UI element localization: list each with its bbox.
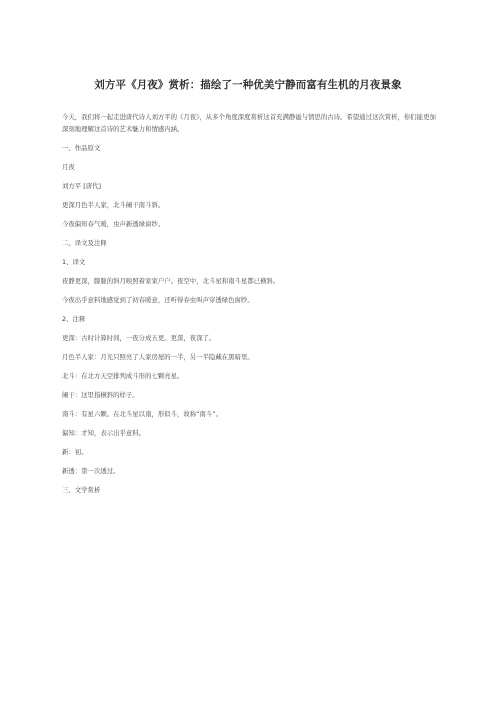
- note-pianzhi: 偏知：才知，表示出乎意料。: [62, 429, 146, 437]
- note-nandou: 南斗：有星六颗。在北斗星以南，形似斗，故称“南斗”。: [62, 410, 222, 418]
- note-langan: 阑干：这里指横斜的样子。: [62, 391, 139, 399]
- poem-author: 刘方平 [唐代]: [62, 182, 101, 190]
- document-title: 刘方平《月夜》赏析：描绘了一种优美宁静而富有生机的月夜景象: [94, 79, 402, 91]
- translation-line-1: 夜静更深，朦胧的斜月映照着家家户户。夜空中，北斗星和南斗星都已横斜。: [62, 277, 280, 285]
- note-gengshen: 更深：古时计算时间，一夜分成五更。更深，夜深了。: [62, 334, 216, 342]
- note-xin: 新：初。: [62, 448, 88, 456]
- section-heading-translation-notes: 二、译文及注释: [62, 239, 107, 247]
- poem-line-1: 更深月色半人家，北斗阑干南斗斜。: [62, 201, 165, 209]
- subheading-notes: 2、注释: [62, 315, 86, 323]
- note-beidou: 北斗：在北方天空排列成斗形的七颗亮星。: [62, 372, 184, 380]
- poem-line-2: 今夜偏知春气暖，虫声新透绿窗纱。: [62, 220, 165, 228]
- intro-paragraph: 今天，我们将一起走进唐代诗人刘方平的《月夜》，从多个角度深度赏析这首充满静谧与情思的古诗。希望通过这次赏析，你们能更加深刻地理解这首诗的艺术魅力和情感内涵。: [62, 113, 436, 133]
- section-heading-literary-analysis: 三、文学赏析: [62, 486, 101, 494]
- note-yuese: 月色半人家：月光只照亮了人家房屋的一半，另一半隐藏在黑暗里。: [62, 353, 254, 361]
- section-heading-original-text: 一、作品原文: [62, 144, 101, 152]
- translation-line-2: 今夜出乎意料地感觉到了初春暖意，还听得春虫叫声穿透绿色窗纱。: [62, 296, 254, 304]
- subheading-translation: 1、译文: [62, 258, 86, 266]
- document-body: [62, 111, 438, 505]
- note-xintou: 新透：第一次透过。: [62, 467, 120, 475]
- poem-title: 月夜: [62, 163, 75, 171]
